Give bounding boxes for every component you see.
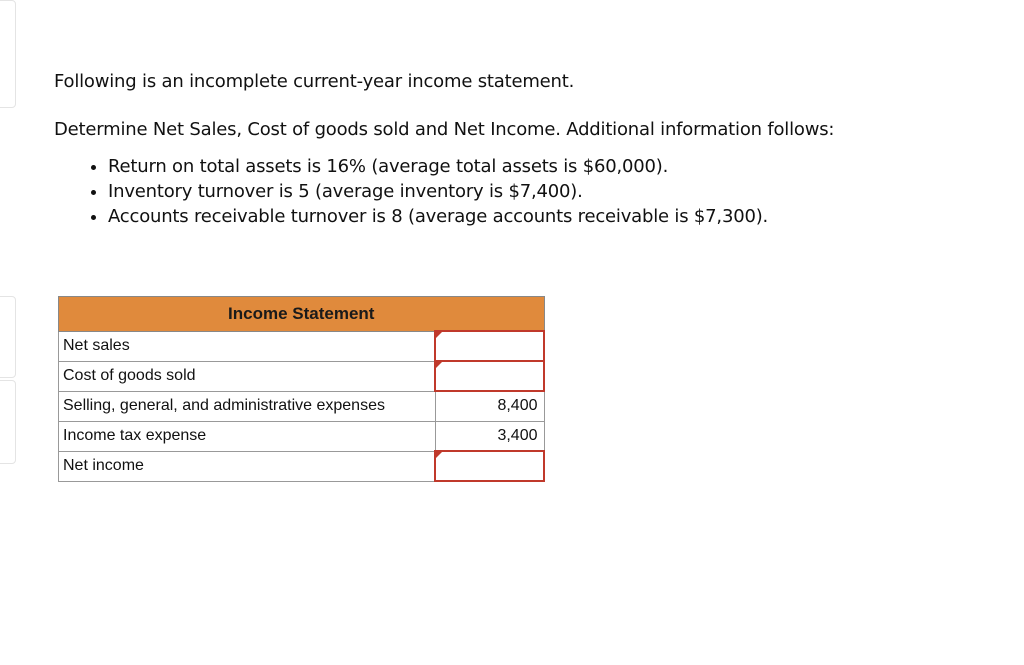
info-item: • Accounts receivable turnover is 8 (average accounts receivable is $7,300). — [108, 204, 954, 229]
row-label-net-sales: Net sales — [59, 331, 436, 361]
net-sales-cell — [435, 331, 544, 361]
net-income-cell — [435, 451, 544, 481]
question-content — [54, 70, 954, 229]
rail-card[interactable] — [0, 296, 16, 378]
income-statement-title: Income Statement — [59, 297, 545, 332]
table-row — [59, 361, 545, 391]
row-label-sga: Selling, general, and administrative expenses — [59, 391, 436, 421]
net-sales-input[interactable] — [436, 333, 543, 359]
info-item: • Return on total assets is 16% (average total assets is $60,000). — [108, 154, 954, 179]
row-label-cogs: Cost of goods sold — [59, 361, 436, 391]
cogs-cell — [435, 361, 544, 391]
table-row — [59, 451, 545, 481]
income-statement-table — [58, 296, 545, 482]
table-row — [59, 421, 545, 451]
cogs-input[interactable] — [436, 363, 543, 389]
rail-card[interactable] — [0, 380, 16, 464]
question-instruction: Determine Net Sales, Cost of goods sold and Net Income. Additional information follows: — [54, 119, 835, 140]
info-item: • Inventory turnover is 5 (average inventory is $7,400). — [108, 179, 954, 204]
table-row — [59, 391, 545, 421]
sga-value: 8,400 — [435, 391, 544, 421]
rail-card[interactable] — [0, 0, 16, 108]
income-tax-value: 3,400 — [435, 421, 544, 451]
table-row — [59, 331, 545, 361]
question-intro: Following is an incomplete current-year income statement. — [54, 71, 575, 92]
row-label-net-income: Net income — [59, 451, 436, 481]
row-label-income-tax: Income tax expense — [59, 421, 436, 451]
net-income-input[interactable] — [436, 453, 543, 479]
additional-info-list — [54, 154, 954, 229]
